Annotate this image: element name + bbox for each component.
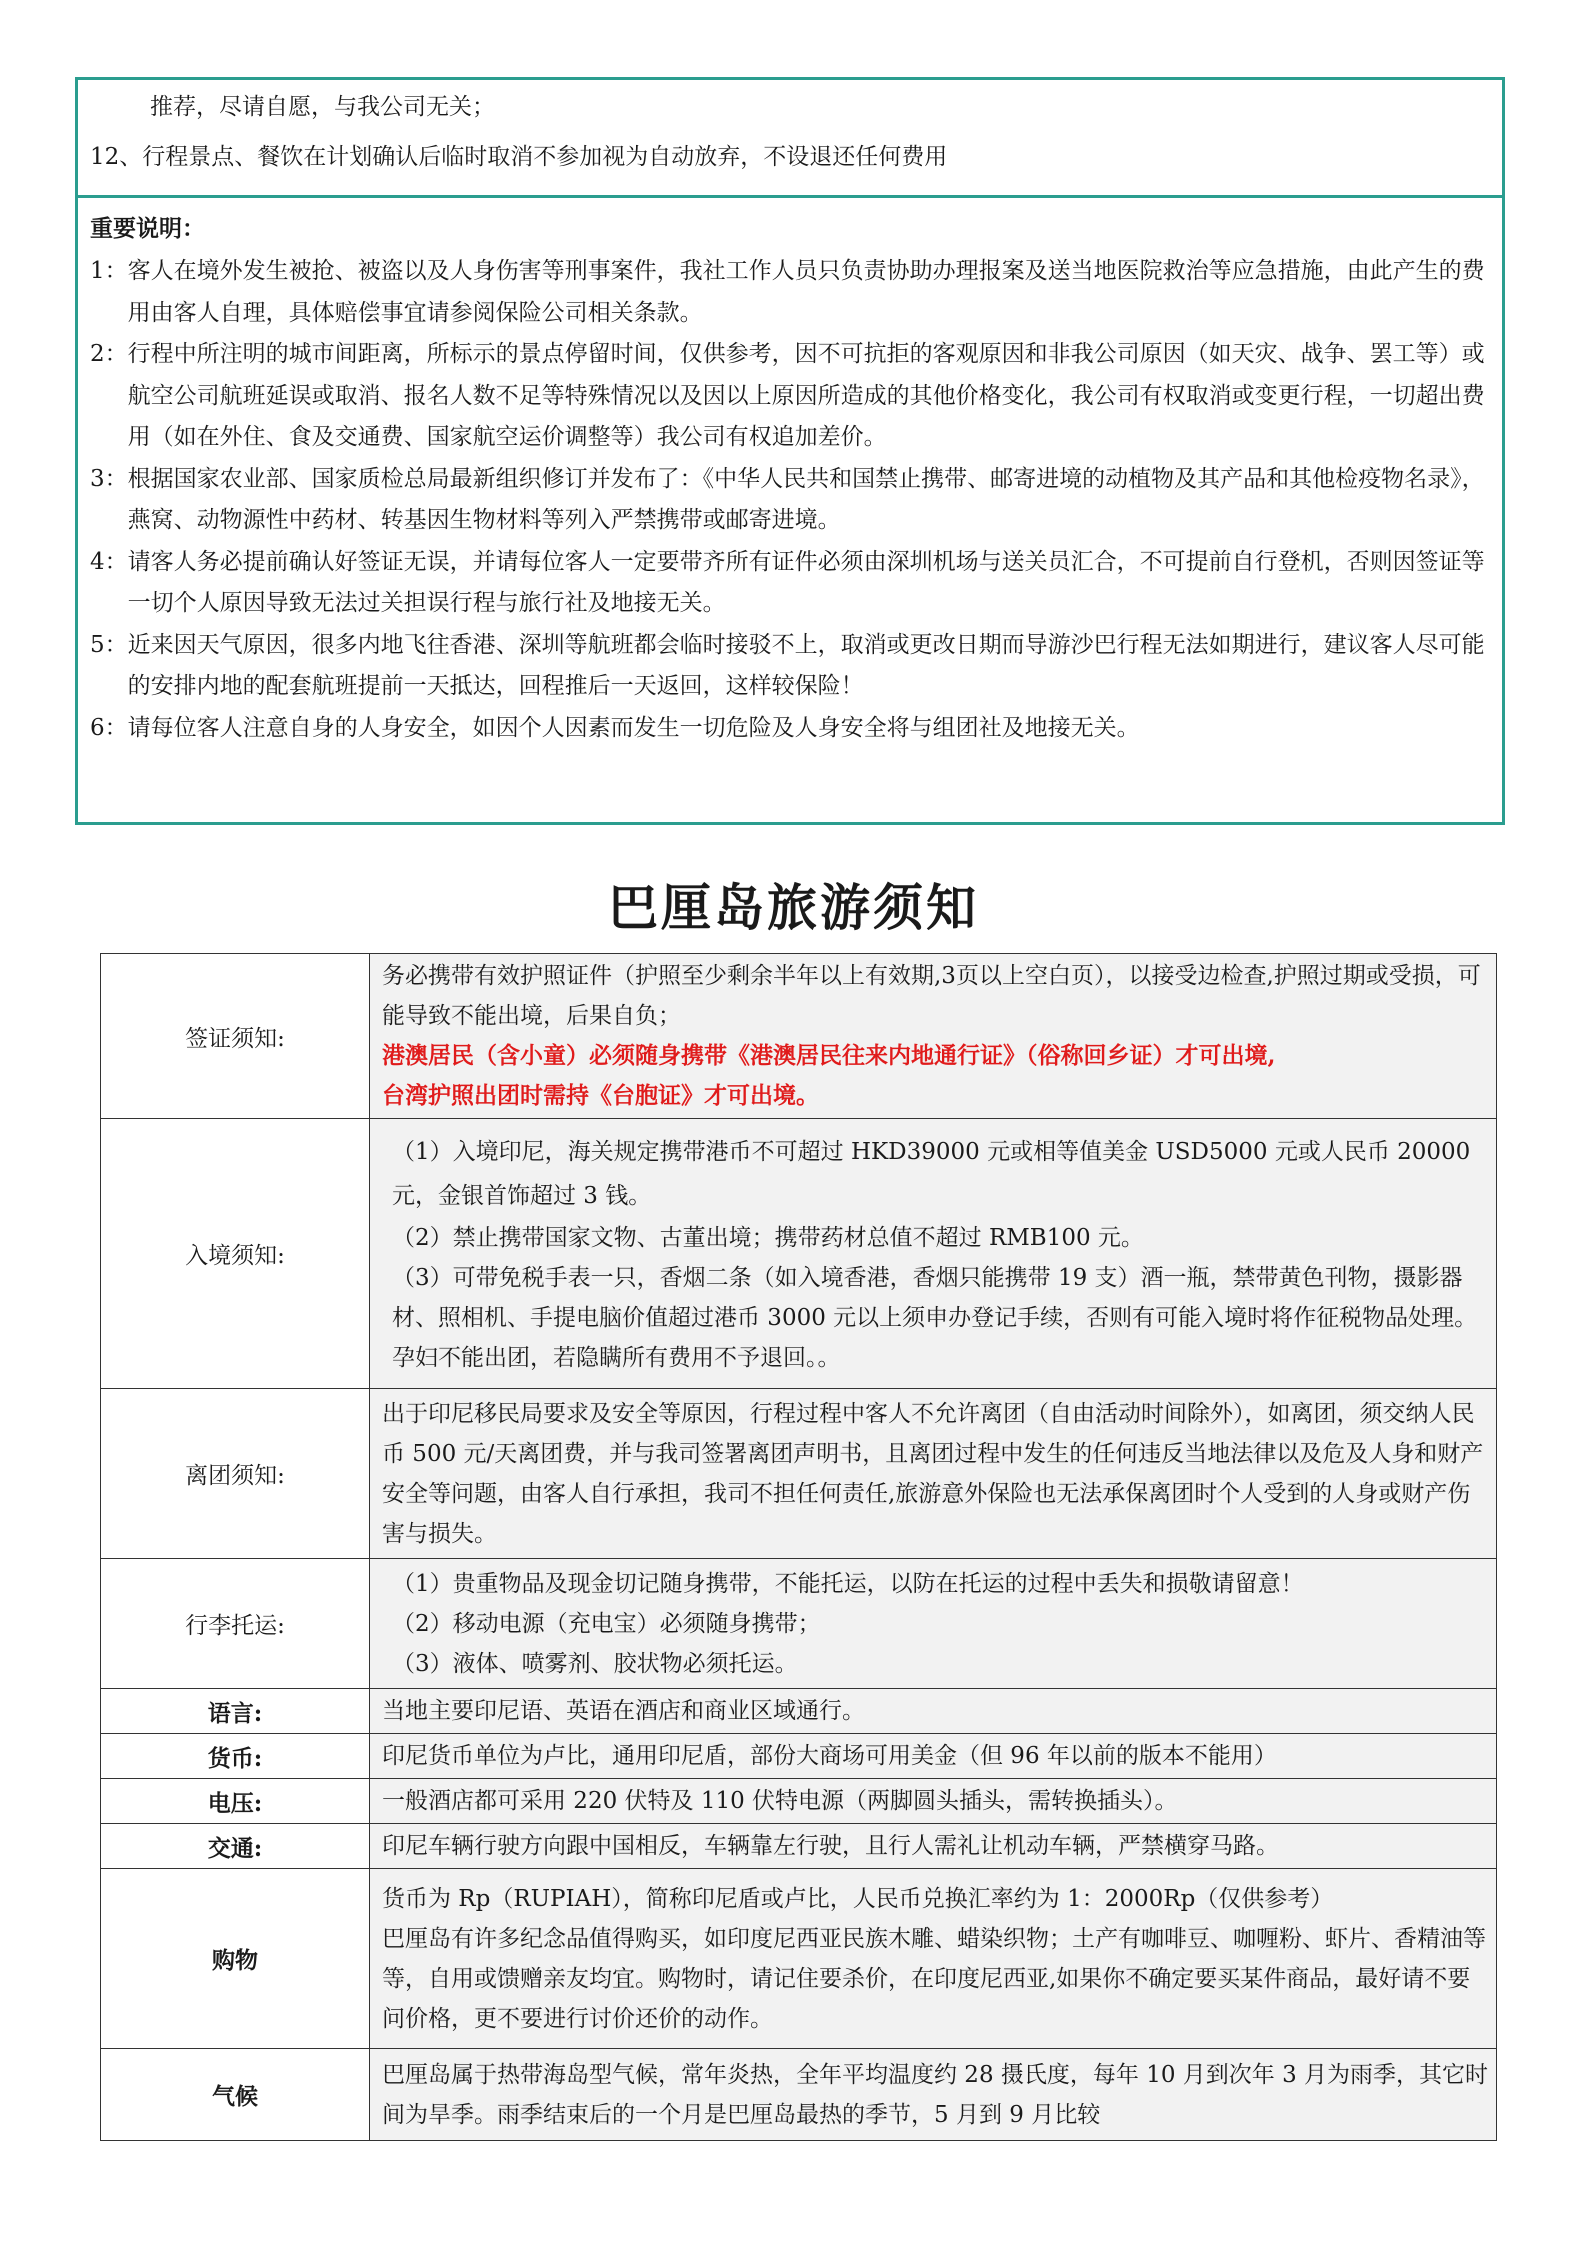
note-item: 3： 根据国家农业部、国家质检总局最新组织修订并发布了：《中华人民共和国禁止携带、邮寄进境的动植物及其产品和其他检疫物名录》，燕窝、动物源性中药材、转基因生物材料等列入严禁携带或邮寄进境。: [90, 465, 1485, 533]
row-label-entry: 入境须知:: [101, 1119, 370, 1389]
row-content-entry: （1）入境印尼，海关规定携带港币不可超过 HKD39000 元或相等值美金 USD5000 元或人民币 20000 元，金银首饰超过 3 钱。 （2）禁止携带国家文物、古董出境；携带药材总值不超过 RMB100 元。 （3）可带免税手表一只，香烟二条（如入境香港，香烟只能携带 19 支）酒一瓶，禁带黄色刊物，摄影器材、照相机、手提电脑价值超过港币 3000 元以上须申办登记手续，否则有可能入境时将作征税物品处理。孕妇不能出团，若隐瞒所有费用不予退回。。: [370, 1119, 1497, 1389]
row-label-shopping: 购物: [101, 1869, 370, 2049]
table-row: [101, 2049, 1497, 2141]
row-label-visa: 签证须知:: [101, 954, 370, 1119]
note-item: 2： 行程中所注明的城市间距离，所标示的景点停留时间，仅供参考，因不可抗拒的客观原因和非我公司原因（如天灾、战争、罢工等）或航空公司航班延误或取消、报名人数不足等特殊情况以及因以上原因所造成的其他价格变化，我公司有权取消或变更行程，一切超出费用（如在外住、食及交通费、国家航空运价调整等）我公司有权追加差价。: [90, 341, 1485, 450]
terms-line-continued: 推荐，尽请自愿，与我公司无关；: [150, 94, 495, 120]
note-item: 4： 请客人务必提前确认好签证无误，并请每位客人一定要带齐所有证件必须由深圳机场与送关员汇合，不可提前自行登机，否则因签证等一切个人原因导致无法过关担误行程与旅行社及地接无关。: [90, 548, 1485, 616]
note-item: 1： 客人在境外发生被抢、被盗以及人身伤害等刑事案件，我社工作人员只负责协助办理报案及送当地医院救治等应急措施，由此产生的费用由客人自理，具体赔偿事宜请参阅保险公司相关条款。: [90, 258, 1485, 326]
row-content-luggage: （1）贵重物品及现金切记随身携带，不能托运，以防在托运的过程中丢失和损敬请留意！ （2）移动电源（充电宝）必须随身携带； （3）液体、喷雾剂、胶状物必须托运。: [370, 1559, 1497, 1689]
table-row: [101, 1689, 1497, 1734]
travel-notice-table: [100, 953, 1497, 2141]
table-row: [101, 1779, 1497, 1824]
terms-line-12: 12、行程景点、餐饮在计划确认后临时取消不参加视为自动放弃，不设退还任何费用: [90, 144, 948, 170]
row-label-luggage: 行李托运:: [101, 1559, 370, 1689]
row-content-language: 当地主要印尼语、英语在酒店和商业区域通行。: [370, 1689, 1497, 1734]
page-title: 巴厘岛旅游须知: [608, 878, 979, 937]
table-row: [101, 1119, 1497, 1389]
row-content-voltage: 一般酒店都可采用 220 伏特及 110 伏特电源（两脚圆头插头，需转换插头）。: [370, 1779, 1497, 1824]
row-content-shopping: 货币为 Rp（RUPIAH），简称印尼盾或卢比，人民币兑换汇率约为 1：2000Rp（仅供参考） 巴厘岛有许多纪念品值得购买，如印度尼西亚民族木雕、蜡染织物；土产有咖啡豆、咖喱粉、虾片、香精油等等，自用或馈赠亲友均宜。购物时，请记住要杀价，在印度尼西亚,如果你不确定要买某件商品，最好请不要问价格，更不要进行讨价还价的动作。: [370, 1869, 1497, 2049]
important-notes: [90, 210, 1488, 749]
row-label-language: 语言:: [101, 1689, 370, 1734]
table-row: [101, 1869, 1497, 2049]
row-label-leave-group: 离团须知:: [101, 1389, 370, 1559]
row-content-climate: 巴厘岛属于热带海岛型气候，常年炎热，全年平均温度约 28 摄氏度，每年 10 月到次年 3 月为雨季，其它时间为旱季。雨季结束后的一个月是巴厘岛最热的季节，5 月到 9 月比较: [370, 2049, 1497, 2141]
row-content-leave-group: 出于印尼移民局要求及安全等原因，行程过程中客人不允许离团（自由活动时间除外），如离团，须交纳人民币 500 元/天离团费，并与我司签署离团声明书，且离团过程中发生的任何违反当地法律以及危及人身和财产安全等问题，由客人自行承担，我司不担任何责任,旅游意外保险也无法承保离团时个人受到的人身或财产伤害与损失。: [370, 1389, 1497, 1559]
notes-header: 重要说明：: [90, 215, 205, 242]
row-content-traffic: 印尼车辆行驶方向跟中国相反，车辆靠左行驶，且行人需礼让机动车辆，严禁横穿马路。: [370, 1824, 1497, 1869]
row-content-currency: 印尼货币单位为卢比，通用印尼盾，部份大商场可用美金（但 96 年以前的版本不能用）: [370, 1734, 1497, 1779]
table-row: [101, 1824, 1497, 1869]
table-row: [101, 1559, 1497, 1689]
row-label-voltage: 电压:: [101, 1779, 370, 1824]
table-row: [101, 1389, 1497, 1559]
visa-warning-taiwan: 台湾护照出团时需持《台胞证》才可出境。: [382, 1082, 819, 1109]
row-content-visa: 务必携带有效护照证件（护照至少剩余半年以上有效期,3页以上空白页），以接受边检查,护照过期或受损，可能导致不能出境，后果自负； 港澳居民（含小童）必须随身携带《港澳居民往来内地通行证》（俗称回乡证）才可出境, 台湾护照出团时需持《台胞证》才可出境。: [370, 954, 1497, 1119]
row-label-climate: 气候: [101, 2049, 370, 2141]
table-row: [101, 1734, 1497, 1779]
terms-row: [78, 80, 1502, 198]
row-label-traffic: 交通:: [101, 1824, 370, 1869]
notes-box: [75, 77, 1505, 825]
table-row: [101, 954, 1497, 1119]
row-label-currency: 货币:: [101, 1734, 370, 1779]
visa-warning-hk-macau: 港澳居民（含小童）必须随身携带《港澳居民往来内地通行证》（俗称回乡证）才可出境,: [382, 1042, 1276, 1069]
note-item: 5： 近来因天气原因，很多内地飞往香港、深圳等航班都会临时接驳不上，取消或更改日期而导游沙巴行程无法如期进行，建议客人尽可能的安排内地的配套航班提前一天抵达，回程推后一天返回，这样较保险！: [90, 631, 1485, 699]
note-item: 6： 请每位客人注意自身的人身安全，如因个人因素而发生一切危险及人身安全将与组团社及地接无关。: [90, 714, 1140, 741]
